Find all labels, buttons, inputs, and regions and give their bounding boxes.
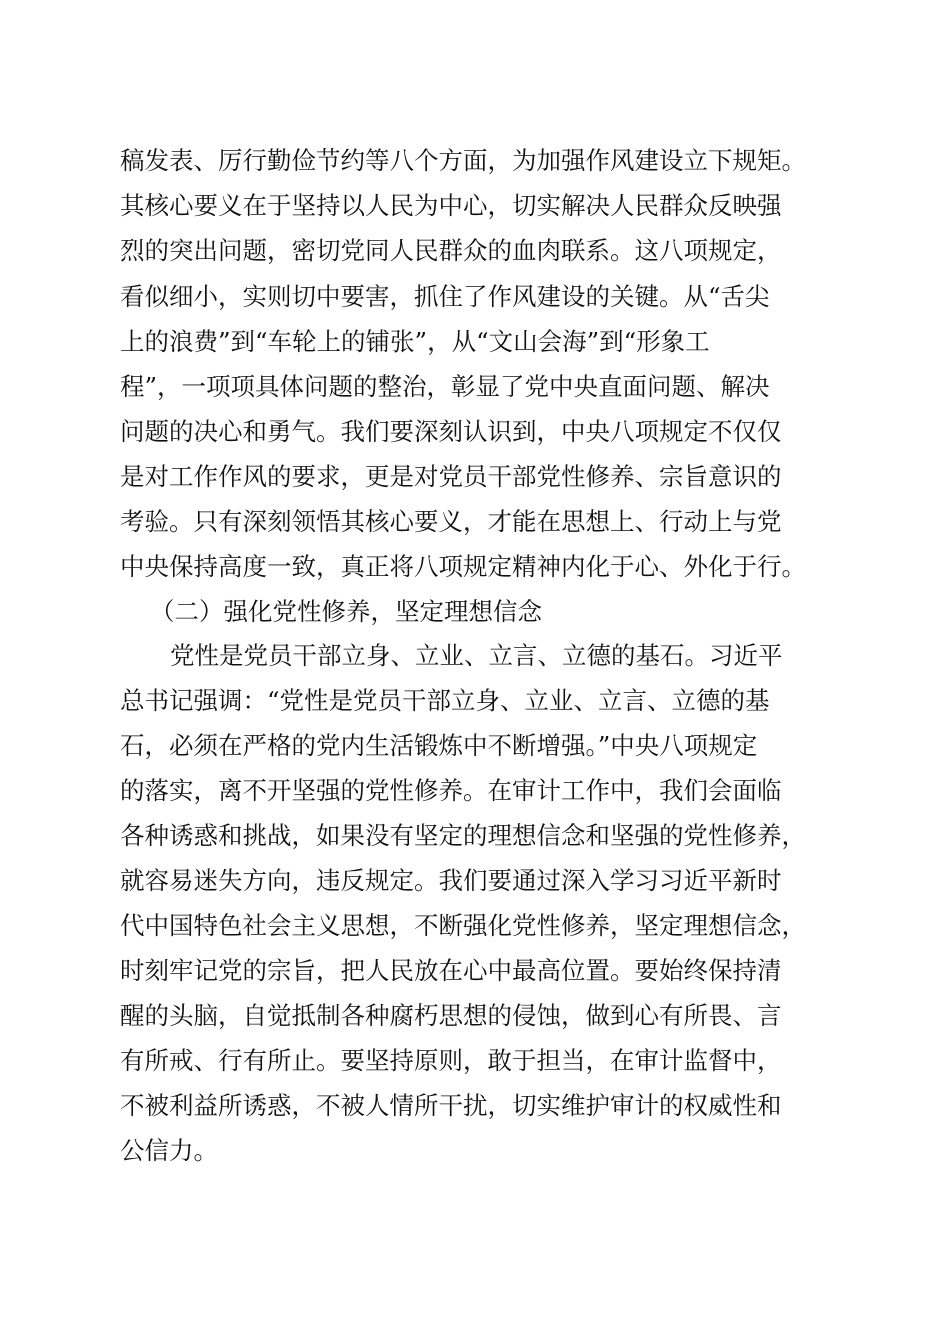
section-heading: （二）强化党性修养，坚定理想信念 bbox=[150, 597, 542, 626]
text-line: 问题的决心和勇气。我们要深刻认识到，中央八项规定不仅仅 bbox=[120, 417, 782, 446]
text-line: 考验。只有深刻领悟其核心要义，才能在思想上、行动上与党 bbox=[120, 507, 782, 536]
text-line: 中央保持高度一致，真正将八项规定精神内化于心、外化于行。 bbox=[120, 552, 806, 581]
text-line: 石，必须在严格的党内生活锻炼中不断增强。”中央八项规定 bbox=[120, 731, 758, 760]
text-line: 不被利益所诱惑，不被人情所干扰，切实维护审计的权威性和 bbox=[120, 1091, 782, 1120]
text-line: 上的浪费”到“车轮上的铺张”，从“文山会海”到“形象工 bbox=[120, 327, 710, 356]
text-line: 程”，一项项具体问题的整治，彰显了党中央直面问题、解决 bbox=[120, 372, 770, 401]
text-line: 是对工作作风的要求，更是对党员干部党性修养、宗旨意识的 bbox=[120, 462, 782, 491]
text-line: 烈的突出问题，密切党同人民群众的血肉联系。这八项规定， bbox=[120, 236, 782, 265]
text-line: 各种诱惑和挑战，如果没有坚定的理想信念和坚强的党性修养， bbox=[120, 821, 806, 850]
text-line: 公信力。 bbox=[120, 1136, 218, 1165]
text-line: 看似细小，实则切中要害，抓住了作风建设的关键。从“舌尖 bbox=[120, 282, 770, 311]
text-line: 总书记强调：“党性是党员干部立身、立业、立言、立德的基 bbox=[120, 686, 770, 715]
text-line: 稿发表、厉行勤俭节约等八个方面，为加强作风建设立下规矩。 bbox=[120, 146, 806, 175]
text-line: 时刻牢记党的宗旨，把人民放在心中最高位置。要始终保持清 bbox=[120, 956, 782, 985]
text-line: 党性是党员干部立身、立业、立言、立德的基石。习近平 bbox=[170, 641, 783, 670]
text-line: 有所戒、行有所止。要坚持原则，敢于担当，在审计监督中， bbox=[120, 1046, 782, 1075]
text-line: 就容易迷失方向，违反规定。我们要通过深入学习习近平新时 bbox=[120, 866, 782, 895]
text-line: 代中国特色社会主义思想，不断强化党性修养，坚定理想信念， bbox=[120, 911, 806, 940]
text-line: 醒的头脑，自觉抵制各种腐朽思想的侵蚀，做到心有所畏、言 bbox=[120, 1001, 782, 1030]
text-line: 的落实，离不开坚强的党性修养。在审计工作中，我们会面临 bbox=[120, 776, 782, 805]
text-line: 其核心要义在于坚持以人民为中心，切实解决人民群众反映强 bbox=[120, 191, 782, 220]
